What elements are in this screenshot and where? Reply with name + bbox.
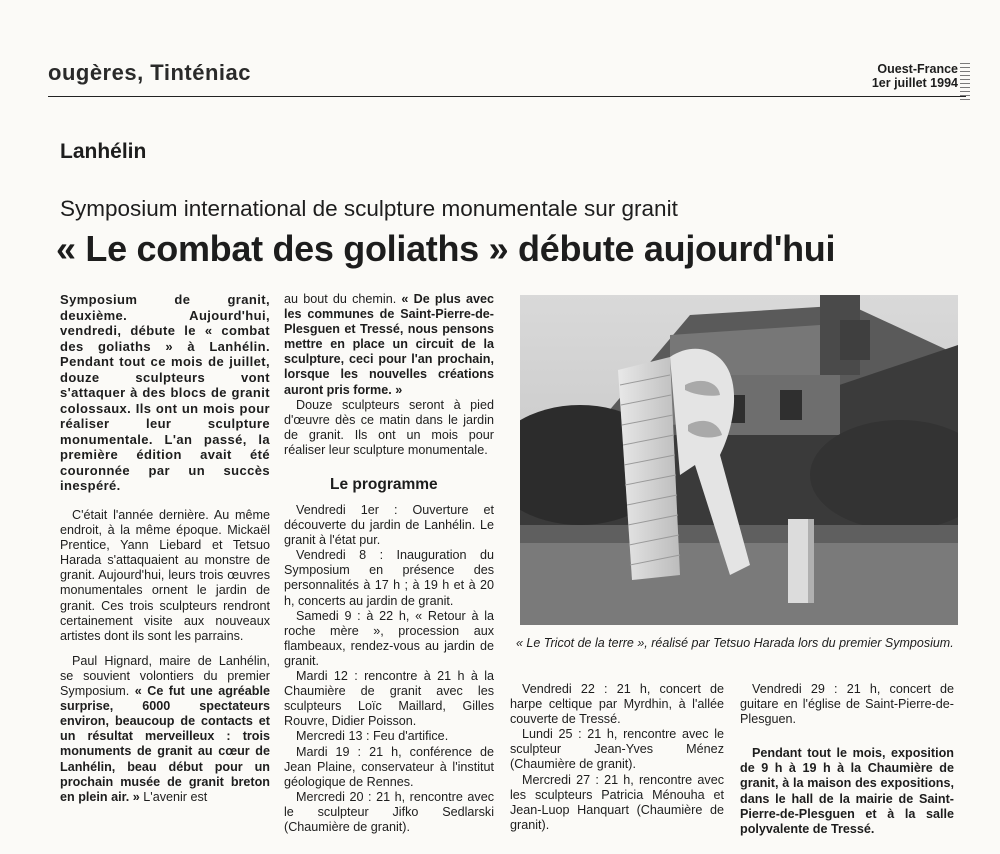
article-kicker: Symposium international de sculpture monumentale sur granit (60, 196, 678, 221)
article-rubric: Lanhélin (60, 140, 147, 163)
programme-list-a (284, 503, 494, 835)
programme-title: Le programme (330, 476, 438, 493)
programme-item: Mardi 19 : 21 h, conférence de Jean Plaine, conservateur à l'institut géologique de Rennes. (284, 744, 494, 789)
section-header: ougères, Tinténiac (48, 60, 251, 85)
paragraph-1: C'était l'année dernière. Au même endroit, à la même époque. Mickaël Prentice, Yann Liebard et Tetsuo Harada s'attaquaient au monstre de granit. Aujourd'hui, leurs trois œuvres monumentales ornent le jardin de granit. Ces trois sculpteurs rendront certainement visite aux nouveaux artistes dont ils sont les parrains. (60, 508, 270, 643)
programme-item: Vendredi 1er : Ouverture et découverte du jardin de Lanhélin. Le granit à l'état pur. (284, 503, 494, 548)
programme-item: Mardi 12 : rencontre à 21 h à la Chaumière de granit avec les sculpteurs Loïc Maillard, Gilles Rouvre, Didier Poisson. (284, 669, 494, 729)
programme-item: Samedi 9 : à 22 h, « Retour à la roche mère », procession aux flambeaux, rendez-vous au jardin de granit. (284, 608, 494, 668)
paragraph-2 (60, 654, 270, 805)
article-column-2 (284, 292, 494, 458)
mayor-quote: « Ce fut une agréable surprise, 6000 spectateurs environ, beaucoup de contacts et un résultat merveilleux : trois monuments de granit au cœur de Lanhélin, beau début pour un prochain musée de granit breton en plein air. » (60, 684, 270, 804)
programme-list-c (740, 682, 954, 837)
column-2-start: au bout du chemin. (284, 292, 397, 306)
programme-item: Vendredi 8 : Inauguration du Symposium en présence des personnalités à 17 h ; à 19 h et à 20 h, concerts au jardin de granit. (284, 548, 494, 608)
page-edge-texture (960, 60, 970, 100)
circuit-quote: « De plus avec les communes de Saint-Pierre-de-Plesguen et Tressé, nous pensons mettre en place un circuit de la sculpture, ceci pour l'an prochain, lorsque les nouvelles créations auront pris forme. » (284, 292, 495, 397)
paragraph-2-start: Paul Hignard, maire de Lanhélin, se souvient volontiers du premier Symposium. (60, 653, 270, 699)
programme-item: Mercredi 13 : Feu d'artifice. (296, 729, 449, 744)
article-headline: « Le combat des goliaths » débute aujourd'hui (56, 228, 836, 269)
programme-item: Vendredi 29 : 21 h, concert de guitare en l'église de Saint-Pierre-de-Plesguen. (740, 682, 954, 727)
exhibition-note: Pendant tout le mois, exposition de 9 h à 19 h à la Chaumière de granit, à la maison des expositions, dans le hall de la mairie de Saint-Pierre-de-Plesguen et à la salle polyvalente de Tressé. (740, 746, 954, 836)
sculpture-photo-drawing (520, 295, 958, 625)
publication-name: Ouest-France (877, 62, 958, 76)
header-rule (48, 96, 966, 97)
publication-date: 1er juillet 1994 (871, 76, 958, 90)
article-column-1 (60, 508, 270, 805)
article-lead: Symposium de granit, deuxième. Aujourd'hui, vendredi, débute le « combat des goliaths » à Lanhélin. Pendant tout ce mois de juillet, douze sculpteurs vont s'attaquer à des blocs de granit colossaux. Ils ont un mois pour réaliser leur sculpture monumentale. L'an passé, la première édition avait été couronnée par un succès inespéré. (60, 292, 270, 493)
sculpture-photo (520, 295, 958, 625)
programme-item: Mercredi 20 : 21 h, rencontre avec le sculpteur Jifko Sedlarski (Chaumière de granit). (284, 789, 494, 834)
programme-list-b (510, 682, 724, 833)
paragraph-3: Douze sculpteurs seront à pied d'œuvre dès ce matin dans le jardin de granit. Ils ont un mois pour réaliser leur sculpture monumentale. (284, 397, 494, 457)
programme-item: Vendredi 22 : 21 h, concert de harpe celtique par Myrdhin, à l'allée couverte de Tressé. (510, 682, 724, 727)
publication-info (872, 62, 958, 90)
photo-caption: « Le Tricot de la terre », réalisé par Tetsuo Harada lors du premier Symposium. (516, 636, 954, 650)
paragraph-2-end: L'avenir est (143, 789, 208, 804)
column-2-paragraph (284, 292, 494, 398)
programme-item: Lundi 25 : 21 h, rencontre avec le sculpteur Jean-Yves Ménez (Chaumière de granit). (510, 727, 724, 772)
programme-item: Mercredi 27 : 21 h, rencontre avec les sculpteurs Patricia Ménouha et Jean-Luop Hanquart (Chaumière de granit). (510, 772, 724, 832)
